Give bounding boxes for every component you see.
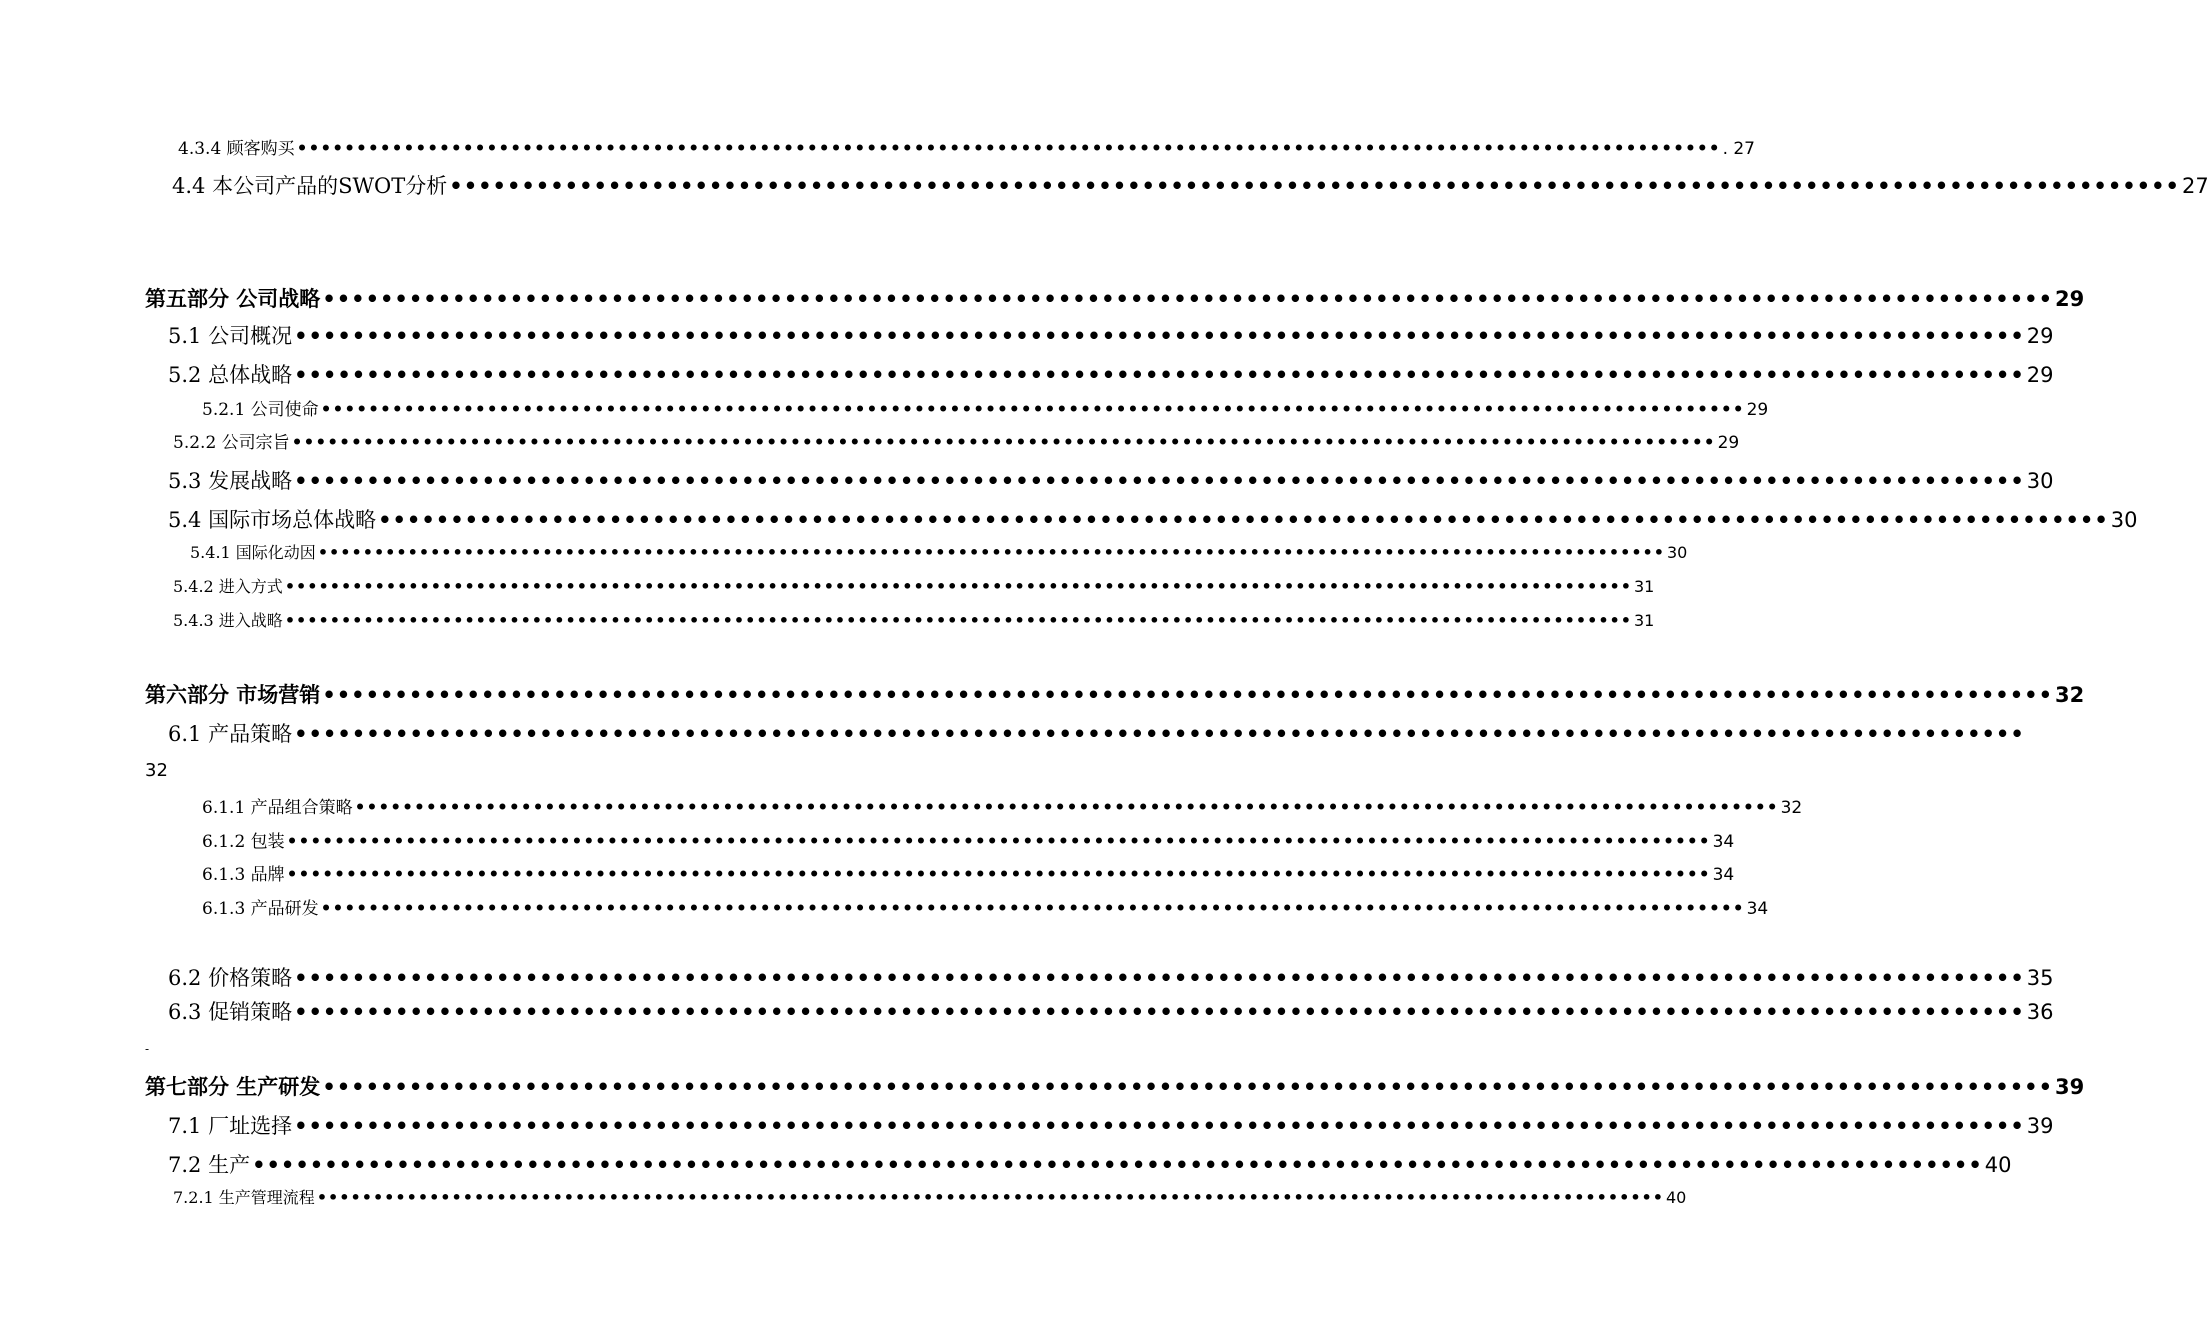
toc-entry-5-4-1	[190, 540, 1688, 563]
toc-page-number: 30	[2026, 469, 2054, 493]
toc-page-number: 29	[2026, 363, 2054, 387]
dot-leader: ••••••••••••••••••••••••••••••••••••••••••••••••••••••••••••••••••••••••••••••••••••••••••••••••••••••••••••••••••••••••	[296, 139, 1721, 159]
toc-label: 7.1 厂址选择	[168, 1114, 293, 1138]
dot-leader: ••••••••••••••••••••••••••••••••••••••••••••••••••••••••••••••••••••••••••••••••••••••••••••••••••••••••••••••••••••••••	[294, 363, 2025, 387]
toc-label: 5.3 发展战略	[168, 469, 293, 493]
toc-page-number: 29	[1746, 400, 1769, 420]
toc-page-number: 30	[2110, 508, 2138, 532]
toc-label: 4.4 本公司产品的SWOT分析	[172, 174, 448, 198]
toc-label: 5.2.1 公司使命	[202, 400, 319, 420]
toc-page-number: 29	[2026, 324, 2054, 348]
toc-entry-4-4	[172, 170, 2209, 200]
toc-entry-6-2	[168, 962, 2054, 992]
toc-label: 第五部分 公司战略	[145, 287, 321, 311]
toc-label: 6.1.2 包装	[202, 832, 285, 852]
toc-page-number: 34	[1712, 832, 1735, 852]
toc-page-number: 32	[2055, 683, 2085, 707]
dot-leader: ••••••••••••••••••••••••••••••••••••••••••••••••••••••••••••••••••••••••••••••••••••••••••••••••••••••••••••••••••••••••	[354, 798, 1779, 818]
dot-leader: ••••••••••••••••••••••••••••••••••••••••••••••••••••••••••••••••••••••••••••••••••••••••••••••••••••••••••••••••••••••••	[294, 1114, 2025, 1138]
toc-label: 5.2 总体战略	[168, 363, 293, 387]
dot-leader: ••••••••••••••••••••••••••••••••••••••••••••••••••••••••••••••••••••••••••••••••••••••••••••••••••••••••••••••••••••••••	[449, 174, 2180, 198]
toc-entry-7-1	[168, 1110, 2054, 1140]
toc-entry-6-1-1	[202, 793, 1803, 818]
toc-page-number: 39	[2055, 1075, 2085, 1099]
toc-page-number: 40	[1666, 1188, 1687, 1207]
toc-page-number: 34	[1712, 865, 1735, 885]
toc-entry-6-1-2	[202, 827, 1735, 852]
dot-leader: ••••••••••••••••••••••••••••••••••••••••••••••••••••••••••••••••••••••••••••••••••••••••••••••••••••••••••••••••••••••••	[322, 287, 2053, 311]
dot-leader: ••••••••••••••••••••••••••••••••••••••••••••••••••••••••••••••••••••••••••••••••••••••••••••••••••••••••••••••••••••••••	[378, 508, 2109, 532]
toc-label: 5.4.3 进入战略	[173, 611, 283, 630]
toc-label: 5.2.2 公司宗旨	[173, 433, 290, 453]
dot-leader: ••••••••••••••••••••••••••••••••••••••••••••••••••••••••••••••••••••••••••••••••••••••••••••••••••••••••••••••••••••••••	[284, 577, 1632, 596]
toc-page-number: 29	[1717, 433, 1740, 453]
toc-page-number: 27	[2181, 174, 2209, 198]
dot-leader: ••••••••••••••••••••••••••••••••••••••••••••••••••••••••••••••••••••••••••••••••••••••••••••••••••••••••••••••••••••••••	[317, 543, 1665, 562]
toc-page-number: 29	[2055, 287, 2085, 311]
toc-entry-6-1-wrapped-page: 32	[145, 760, 168, 781]
toc-entry-5-2-2	[173, 428, 1740, 453]
toc-entry-7-2	[168, 1149, 2012, 1179]
toc-label: 6.3 促销策略	[168, 1000, 293, 1024]
toc-page-number: 30	[1667, 543, 1688, 562]
toc-label: 6.1 产品策略	[168, 722, 293, 746]
toc-label: 第七部分 生产研发	[145, 1075, 321, 1099]
toc-page-number: 35	[2026, 966, 2054, 990]
toc-entry-5-4-3	[173, 608, 1655, 631]
toc-entry-part-7	[145, 1071, 2085, 1101]
dot-leader: ••••••••••••••••••••••••••••••••••••••••••••••••••••••••••••••••••••••••••••••••••••••••••••••••••••••••••••••••••••••••	[284, 611, 1632, 630]
toc-label: 4.3.4 顾客购买	[178, 139, 295, 159]
dot-leader: ••••••••••••••••••••••••••••••••••••••••••••••••••••••••••••••••••••••••••••••••••••••••••••••••••••••••••••••••••••••••	[294, 722, 2025, 746]
toc-page-number: 32	[1780, 798, 1803, 818]
dot-leader: ••••••••••••••••••••••••••••••••••••••••••••••••••••••••••••••••••••••••••••••••••••••••••••••••••••••••••••••••••••••••	[294, 966, 2025, 990]
toc-entry-part-5	[145, 283, 2085, 313]
toc-entry-5-2	[168, 359, 2054, 389]
toc-entry-5-4	[168, 504, 2138, 534]
toc-page-number: 40	[1984, 1153, 2012, 1177]
dot-leader: ••••••••••••••••••••••••••••••••••••••••••••••••••••••••••••••••••••••••••••••••••••••••••••••••••••••••••••••••••••••••	[322, 683, 2053, 707]
toc-entry-part-6	[145, 679, 2085, 709]
toc-page-number: 31	[1634, 611, 1655, 630]
dot-leader: ••••••••••••••••••••••••••••••••••••••••••••••••••••••••••••••••••••••••••••••••••••••••••••••••••••••••••••••••••••••••	[286, 865, 1711, 885]
toc-label: 7.2.1 生产管理流程	[173, 1188, 315, 1207]
dot-leader: ••••••••••••••••••••••••••••••••••••••••••••••••••••••••••••••••••••••••••••••••••••••••••••••••••••••••••••••••••••••••	[320, 899, 1745, 919]
toc-page-number: . 27	[1722, 139, 1756, 159]
dot-leader: ••••••••••••••••••••••••••••••••••••••••••••••••••••••••••••••••••••••••••••••••••••••••••••••••••••••••••••••••••••••••	[294, 469, 2025, 493]
toc-page-number: 39	[2026, 1114, 2054, 1138]
dot-leader: ••••••••••••••••••••••••••••••••••••••••••••••••••••••••••••••••••••••••••••••••••••••••••••••••••••••••••••••••••••••••	[320, 400, 1745, 420]
toc-label: 第六部分 市场营销	[145, 683, 321, 707]
dot-leader: ••••••••••••••••••••••••••••••••••••••••••••••••••••••••••••••••••••••••••••••••••••••••••••••••••••••••••••••••••••••••	[294, 324, 2025, 348]
toc-label: 5.4.2 进入方式	[173, 577, 283, 596]
toc-label: 6.1.3 品牌	[202, 865, 285, 885]
dot-leader: ••••••••••••••••••••••••••••••••••••••••••••••••••••••••••••••••••••••••••••••••••••••••••••••••••••••••••••••••••••••••	[291, 433, 1716, 453]
dot-leader: ••••••••••••••••••••••••••••••••••••••••••••••••••••••••••••••••••••••••••••••••••••••••••••••••••••••••••••••••••••••••	[322, 1075, 2053, 1099]
toc-entry-5-1	[168, 320, 2054, 350]
toc-entry-6-1-3-brand	[202, 860, 1735, 885]
dot-leader: ••••••••••••••••••••••••••••••••••••••••••••••••••••••••••••••••••••••••••••••••••••••••••••••••••••••••••••••••••••••••	[286, 832, 1711, 852]
toc-label: 5.4.1 国际化动因	[190, 543, 316, 562]
stray-dash: -	[145, 1042, 150, 1056]
toc-entry-7-2-1	[173, 1185, 1687, 1208]
toc-page-number: 34	[1746, 899, 1769, 919]
dot-leader: ••••••••••••••••••••••••••••••••••••••••••••••••••••••••••••••••••••••••••••••••••••••••••••••••••••••••••••••••••••••••	[252, 1153, 1983, 1177]
toc-label: 5.1 公司概况	[168, 324, 293, 348]
toc-label: 5.4 国际市场总体战略	[168, 508, 377, 532]
toc-entry-4-3-4	[178, 134, 1756, 159]
toc-entry-6-3	[168, 996, 2054, 1026]
toc-page-number: 31	[1634, 577, 1655, 596]
toc-entry-5-4-2	[173, 574, 1655, 597]
toc-entry-6-1	[168, 718, 2025, 748]
toc-entry-5-2-1	[202, 395, 1769, 420]
toc-label: 7.2 生产	[168, 1153, 251, 1177]
toc-entry-6-1-3-rd	[202, 894, 1769, 919]
dot-leader: ••••••••••••••••••••••••••••••••••••••••••••••••••••••••••••••••••••••••••••••••••••••••••••••••••••••••••••••••••••••••	[294, 1000, 2025, 1024]
toc-page-number: 36	[2026, 1000, 2054, 1024]
toc-label: 6.1.1 产品组合策略	[202, 798, 353, 818]
toc-label: 6.2 价格策略	[168, 966, 293, 990]
toc-entry-5-3	[168, 465, 2054, 495]
dot-leader: ••••••••••••••••••••••••••••••••••••••••••••••••••••••••••••••••••••••••••••••••••••••••••••••••••••••••••••••••••••••••	[316, 1188, 1664, 1207]
toc-label: 6.1.3 产品研发	[202, 899, 319, 919]
